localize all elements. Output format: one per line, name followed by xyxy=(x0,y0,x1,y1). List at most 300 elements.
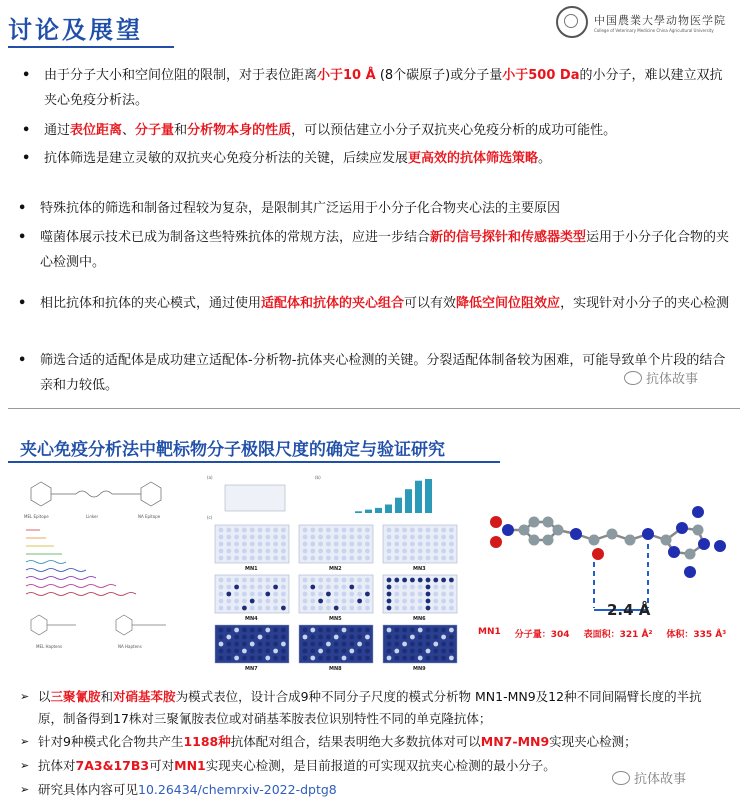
well xyxy=(303,549,308,554)
bar xyxy=(365,510,372,513)
well xyxy=(349,528,354,533)
figure-hapten-design xyxy=(6,470,196,660)
title-underline xyxy=(8,46,174,48)
well xyxy=(365,599,370,604)
well xyxy=(226,556,231,561)
well xyxy=(433,528,438,533)
well xyxy=(410,606,415,611)
well xyxy=(433,578,438,583)
well xyxy=(334,535,339,540)
well xyxy=(250,549,255,554)
well xyxy=(387,606,392,611)
well xyxy=(426,592,431,597)
well xyxy=(326,606,331,611)
well xyxy=(265,642,270,647)
well xyxy=(234,528,239,533)
text-segment: 新的信号探针和传感器类型 xyxy=(430,230,587,245)
well xyxy=(242,535,247,540)
well xyxy=(349,535,354,540)
well xyxy=(318,592,323,597)
mn1-volume: 体积：335 Å³ xyxy=(666,630,727,640)
well xyxy=(365,542,370,547)
well xyxy=(326,585,331,590)
well xyxy=(357,592,362,597)
well xyxy=(303,535,308,540)
well xyxy=(334,635,339,640)
well xyxy=(219,628,224,633)
well xyxy=(226,606,231,611)
well xyxy=(342,649,347,654)
plate-label: MN4 xyxy=(245,616,258,622)
well xyxy=(273,585,278,590)
well xyxy=(242,549,247,554)
well xyxy=(402,656,407,661)
well xyxy=(441,649,446,654)
well xyxy=(449,549,454,554)
well xyxy=(265,578,270,583)
well xyxy=(250,656,255,661)
text-segment: 为模式表位，设计合成9种不同分子尺度的模式分析物 MN1-MN9及12种不同间隔臂长度的半抗原，制备得到17株对三聚氰胺表位或对硝基苯胺表位识别特性不同的单克隆抗体； xyxy=(38,689,702,726)
well xyxy=(303,556,308,561)
well xyxy=(342,528,347,533)
well xyxy=(418,542,423,547)
well xyxy=(394,578,399,583)
well xyxy=(303,599,308,604)
well xyxy=(310,549,315,554)
well xyxy=(273,635,278,640)
well xyxy=(349,585,354,590)
well xyxy=(310,628,315,633)
well xyxy=(326,635,331,640)
well xyxy=(342,635,347,640)
well xyxy=(426,542,431,547)
well xyxy=(410,599,415,604)
bar xyxy=(355,511,362,513)
well xyxy=(265,592,270,597)
well xyxy=(402,542,407,547)
well xyxy=(219,556,224,561)
text-segment: ，可以预估建立小分子双抗夹心免疫分析的成功可能性。 xyxy=(291,123,617,138)
well xyxy=(265,635,270,640)
well xyxy=(234,592,239,597)
well xyxy=(418,535,423,540)
plate-label: MN2 xyxy=(329,566,342,572)
well xyxy=(265,556,270,561)
watermark-text: 抗体故事 xyxy=(646,372,699,387)
well xyxy=(318,535,323,540)
well xyxy=(265,628,270,633)
well xyxy=(219,642,224,647)
well xyxy=(426,528,431,533)
well xyxy=(326,628,331,633)
well xyxy=(433,599,438,604)
text-segment: 分析物本身的性质 xyxy=(187,123,292,138)
well xyxy=(310,542,315,547)
well xyxy=(441,549,446,554)
well xyxy=(250,542,255,547)
well xyxy=(342,535,347,540)
well xyxy=(387,592,392,597)
text-segment: 特殊抗体的筛选和制备过程较为复杂，是限制其广泛运用于小分子化合物夹心法的主要原因 xyxy=(40,201,561,216)
well xyxy=(410,649,415,654)
well xyxy=(258,542,263,547)
well xyxy=(273,556,278,561)
well xyxy=(219,599,224,604)
well xyxy=(365,528,370,533)
well xyxy=(219,635,224,640)
arrow-item-3: ➢ 抗体对7A3&17B3可对MN1实现夹心检测，是目前报道的可实现双抗夹心检测的最小分子。 xyxy=(20,758,556,773)
well xyxy=(410,592,415,597)
well xyxy=(394,656,399,661)
mn1-label: MN1 xyxy=(478,627,501,637)
text-segment: 适配体和抗体的夹心组合 xyxy=(261,296,405,311)
well xyxy=(365,606,370,611)
well xyxy=(273,649,278,654)
well xyxy=(349,642,354,647)
well xyxy=(357,635,362,640)
well xyxy=(394,549,399,554)
well xyxy=(449,578,454,583)
well xyxy=(441,635,446,640)
well xyxy=(418,656,423,661)
plate-label: MN7 xyxy=(245,666,258,672)
well xyxy=(342,606,347,611)
well xyxy=(310,578,315,583)
well xyxy=(402,585,407,590)
well xyxy=(234,599,239,604)
well xyxy=(258,528,263,533)
well xyxy=(318,656,323,661)
well xyxy=(303,528,308,533)
bar xyxy=(405,489,412,513)
figure-elisa-plates xyxy=(205,473,463,673)
well xyxy=(349,592,354,597)
well xyxy=(242,635,247,640)
well xyxy=(242,592,247,597)
well xyxy=(410,642,415,647)
well xyxy=(281,542,286,547)
well xyxy=(357,542,362,547)
well xyxy=(410,549,415,554)
text-segment: 和 xyxy=(174,123,188,138)
well xyxy=(334,585,339,590)
well xyxy=(281,642,286,647)
well xyxy=(273,549,278,554)
well xyxy=(342,656,347,661)
well xyxy=(226,642,231,647)
well xyxy=(357,642,362,647)
mn1-area: 表面积：321 Å² xyxy=(583,630,653,640)
well xyxy=(433,542,438,547)
watermark-bottom xyxy=(612,768,686,787)
well xyxy=(258,628,263,633)
well xyxy=(250,599,255,604)
well xyxy=(426,635,431,640)
text-segment: 筛选合适的适配体是成功建立适配体-分析物-抗体夹心检测的关键。分裂适配体制备较为困难，可能导致单个片段的结合亲和力较低。 xyxy=(40,353,726,393)
plate-label: MN6 xyxy=(413,616,426,622)
well xyxy=(402,606,407,611)
well xyxy=(449,585,454,590)
text-segment: 的小分子，难以建立双抗夹心免疫分析法。 xyxy=(44,68,723,108)
arrow-item-1: ➢ 以三聚氰胺和对硝基苯胺为模式表位，设计合成9种不同分子尺度的模式分析物 MN1-MN9及12种不同间隔臂长度的半抗原，制备得到17株对三聚氰胺表位或对硝基苯胺表位识别特性不同的单克隆抗体； xyxy=(20,689,702,726)
well xyxy=(281,606,286,611)
well xyxy=(334,549,339,554)
well xyxy=(342,556,347,561)
well xyxy=(258,585,263,590)
well xyxy=(258,599,263,604)
panel-c-label: (c) xyxy=(207,515,213,520)
well xyxy=(242,642,247,647)
text-segment: 以 xyxy=(38,689,51,704)
well xyxy=(433,549,438,554)
well xyxy=(281,578,286,583)
well xyxy=(410,628,415,633)
text-segment: 。 xyxy=(538,151,552,166)
well xyxy=(265,649,270,654)
well xyxy=(326,549,331,554)
well xyxy=(394,628,399,633)
well xyxy=(426,656,431,661)
well xyxy=(394,585,399,590)
well xyxy=(402,642,407,647)
well xyxy=(303,592,308,597)
doi-link[interactable]: 10.26434/chemrxiv-2022-dptg8 xyxy=(138,782,337,797)
well xyxy=(441,642,446,647)
well xyxy=(342,542,347,547)
well xyxy=(234,628,239,633)
well xyxy=(387,628,392,633)
text-segment: MN1 xyxy=(174,758,206,773)
well xyxy=(334,642,339,647)
well xyxy=(242,628,247,633)
well xyxy=(342,599,347,604)
well xyxy=(226,592,231,597)
well xyxy=(433,635,438,640)
well xyxy=(357,628,362,633)
well xyxy=(441,535,446,540)
well xyxy=(433,649,438,654)
well xyxy=(334,599,339,604)
well xyxy=(365,628,370,633)
well xyxy=(242,542,247,547)
well xyxy=(394,599,399,604)
plate-label: MN8 xyxy=(329,666,342,672)
well xyxy=(357,649,362,654)
text-segment: 降低空间位阻效应 xyxy=(456,296,561,311)
well xyxy=(334,578,339,583)
well xyxy=(281,549,286,554)
well xyxy=(265,606,270,611)
well xyxy=(234,635,239,640)
text-segment: 由于分子大小和空间位阻的限制，对于表位距离 xyxy=(44,68,318,83)
well xyxy=(234,642,239,647)
well xyxy=(449,649,454,654)
well xyxy=(410,578,415,583)
well xyxy=(318,642,323,647)
well xyxy=(394,556,399,561)
well xyxy=(357,585,362,590)
well xyxy=(387,635,392,640)
well xyxy=(250,578,255,583)
well xyxy=(265,535,270,540)
well xyxy=(242,556,247,561)
well xyxy=(449,656,454,661)
well xyxy=(357,656,362,661)
well xyxy=(281,535,286,540)
watermark-text: 抗体故事 xyxy=(634,772,687,787)
text-segment: 三聚氰胺 xyxy=(50,689,101,704)
text-segment: 小于10 Å xyxy=(317,68,376,83)
well xyxy=(273,528,278,533)
well xyxy=(418,649,423,654)
well xyxy=(326,656,331,661)
well xyxy=(310,528,315,533)
well xyxy=(219,606,224,611)
well xyxy=(310,599,315,604)
seal-icon xyxy=(556,6,588,38)
well xyxy=(303,585,308,590)
well xyxy=(250,585,255,590)
well xyxy=(250,592,255,597)
well xyxy=(303,606,308,611)
well xyxy=(273,542,278,547)
well xyxy=(449,599,454,604)
well xyxy=(318,556,323,561)
well xyxy=(387,535,392,540)
well xyxy=(219,535,224,540)
watermark-top xyxy=(624,368,698,387)
well xyxy=(303,656,308,661)
text-segment: 抗体筛选是建立灵敏的双抗夹心免疫分析法的关键，后续应发展 xyxy=(44,151,409,166)
well xyxy=(433,606,438,611)
well xyxy=(310,642,315,647)
well xyxy=(281,528,286,533)
text-segment: 通过 xyxy=(44,123,71,138)
well xyxy=(265,549,270,554)
well xyxy=(349,656,354,661)
university-logo xyxy=(556,6,726,38)
well xyxy=(281,592,286,597)
well xyxy=(250,606,255,611)
well xyxy=(273,628,278,633)
well xyxy=(310,535,315,540)
well xyxy=(310,649,315,654)
well xyxy=(273,592,278,597)
well xyxy=(234,549,239,554)
well xyxy=(303,649,308,654)
well xyxy=(226,649,231,654)
well xyxy=(349,606,354,611)
well xyxy=(418,606,423,611)
panel-a-label: (a) xyxy=(207,475,213,480)
well xyxy=(310,635,315,640)
well xyxy=(365,592,370,597)
text-segment: 可以有效 xyxy=(404,296,457,311)
well xyxy=(410,635,415,640)
well xyxy=(219,542,224,547)
well xyxy=(402,592,407,597)
well xyxy=(365,556,370,561)
well xyxy=(334,542,339,547)
well xyxy=(334,656,339,661)
well xyxy=(334,628,339,633)
well xyxy=(433,642,438,647)
well xyxy=(265,599,270,604)
text-segment: 抗体配对组合，结果表明绝大多数抗体对可以 xyxy=(230,734,481,749)
well xyxy=(326,528,331,533)
well xyxy=(449,628,454,633)
bar xyxy=(375,508,382,513)
well xyxy=(226,535,231,540)
well xyxy=(365,549,370,554)
well xyxy=(265,542,270,547)
well xyxy=(318,528,323,533)
well xyxy=(449,635,454,640)
well xyxy=(250,628,255,633)
well xyxy=(365,642,370,647)
text-segment: 1188种 xyxy=(183,734,231,749)
well xyxy=(357,528,362,533)
well xyxy=(387,578,392,583)
well xyxy=(402,578,407,583)
text-segment: 分子量 xyxy=(135,123,175,138)
well xyxy=(258,656,263,661)
well xyxy=(365,578,370,583)
well xyxy=(258,649,263,654)
well xyxy=(258,578,263,583)
well xyxy=(426,649,431,654)
well xyxy=(418,585,423,590)
well xyxy=(402,535,407,540)
well xyxy=(441,599,446,604)
well xyxy=(342,585,347,590)
text-segment: 研究具体内容可见 xyxy=(38,782,139,797)
well xyxy=(226,656,231,661)
well xyxy=(281,556,286,561)
mn1-properties xyxy=(478,627,726,640)
plate-overview xyxy=(225,485,285,511)
well xyxy=(418,642,423,647)
well xyxy=(387,642,392,647)
well xyxy=(226,542,231,547)
well xyxy=(387,649,392,654)
well xyxy=(326,649,331,654)
well xyxy=(357,549,362,554)
well xyxy=(349,578,354,583)
well xyxy=(349,599,354,604)
well xyxy=(426,578,431,583)
well xyxy=(441,592,446,597)
well xyxy=(342,578,347,583)
well xyxy=(394,635,399,640)
well xyxy=(318,585,323,590)
well xyxy=(219,656,224,661)
bullet-top-2: • 通过表位距离、分子量和分析物本身的性质，可以预估建立小分子双抗夹心免疫分析的成功可能性。 xyxy=(22,123,617,138)
well xyxy=(250,649,255,654)
well xyxy=(234,542,239,547)
well xyxy=(326,542,331,547)
well xyxy=(394,528,399,533)
well xyxy=(318,649,323,654)
well xyxy=(219,528,224,533)
text-segment: 表位距离 xyxy=(70,123,123,138)
well xyxy=(410,556,415,561)
well xyxy=(426,535,431,540)
well xyxy=(310,592,315,597)
well xyxy=(387,542,392,547)
well xyxy=(250,528,255,533)
well xyxy=(449,606,454,611)
